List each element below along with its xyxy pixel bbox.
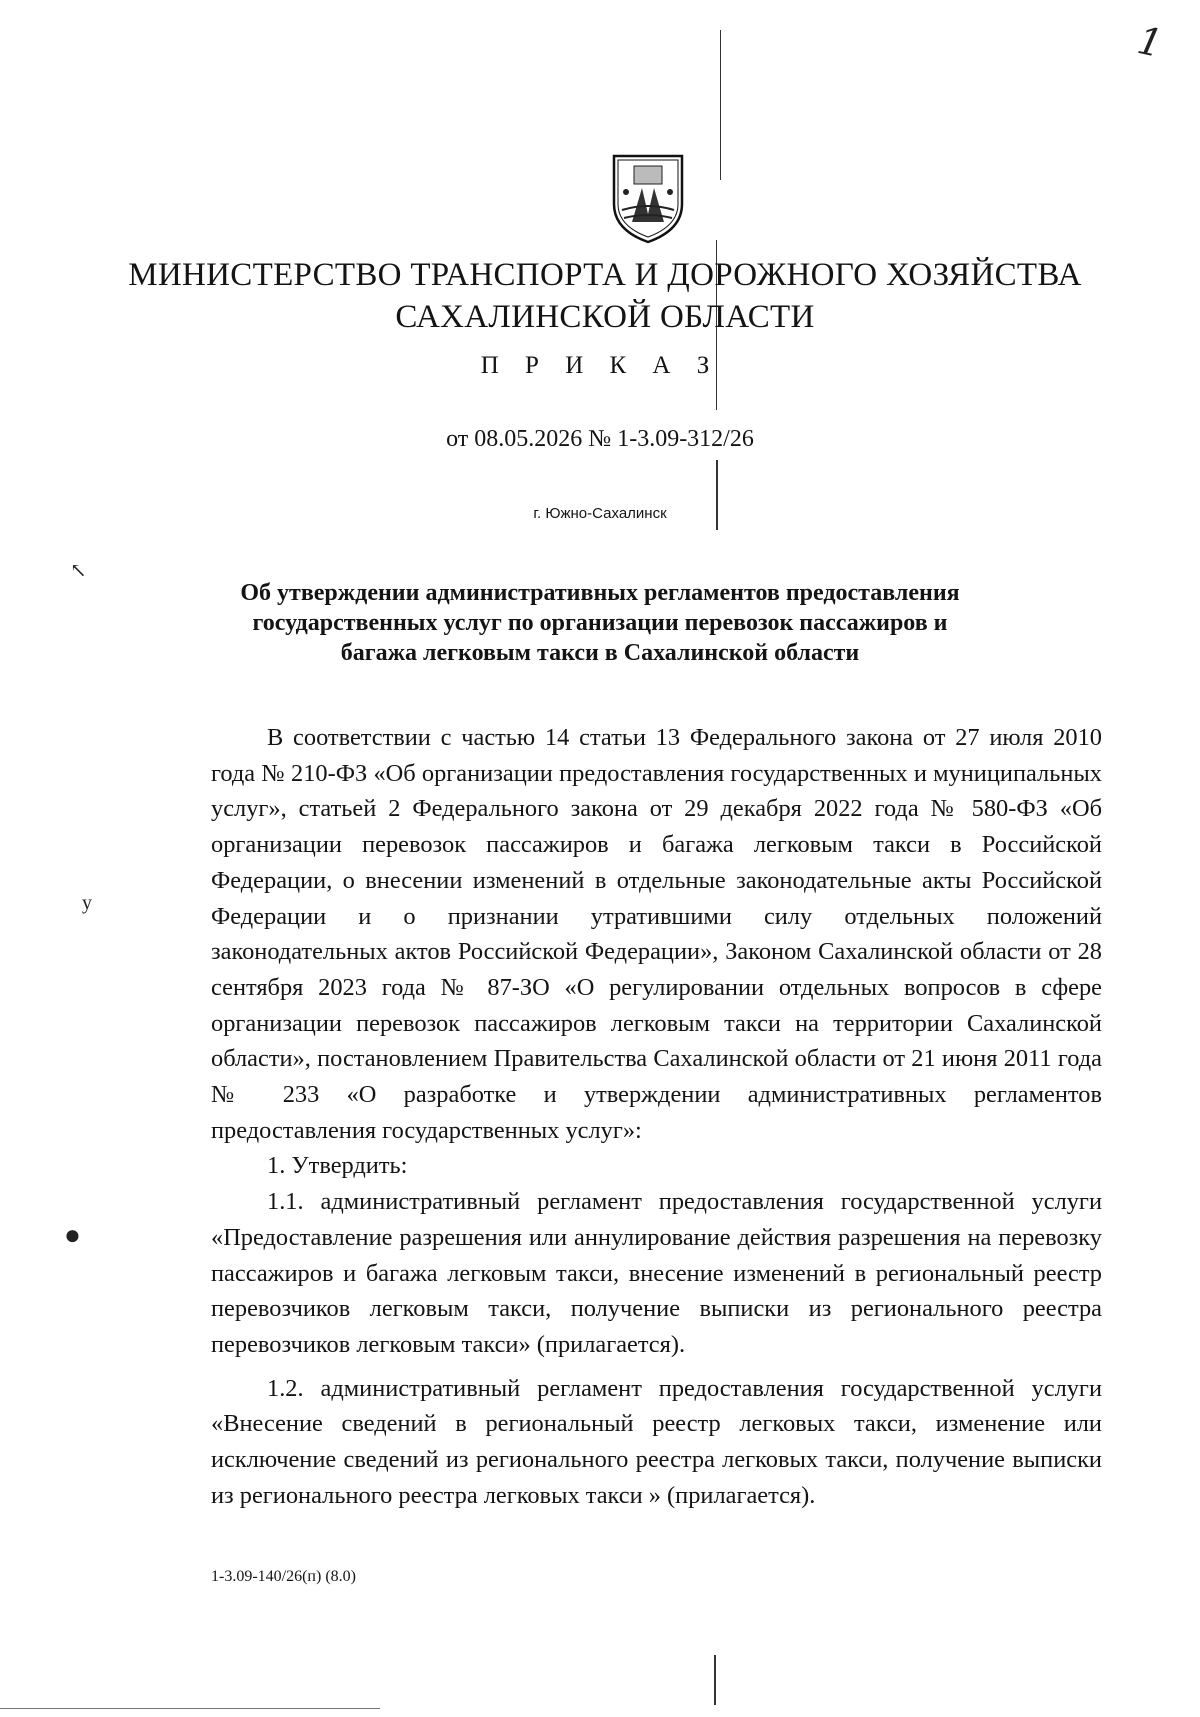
document-title xyxy=(180,578,1020,668)
preamble-paragraph: В соответствии с частью 14 статьи 13 Федерального закона от 27 июля 2010 года № 210-ФЗ «Об организации предоставления государственных и муниципальных услуг», статьей 2 Федерального закона от 29 декабря 2022 года № 580-ФЗ «Об организации перевозок пассажиров и багажа легковым такси в Российской Федерации, о внесении изменений в отдельные законодательные акты Российской Федерации и о признании утратившими силу отдельных положений законодательных актов Российской Федерации», Законом Сахалинской области от 28 сентября 2023 года № 87-ЗО «О регулировании отдельных вопросов в сфере организации перевозок пассажиров легковым такси на территории Сахалинской области», постановлением Правительства Сахалинской области от 21 июня 2011 года № 233 «О разработке и утверждении административных регламентов предоставления государственных услуг»: xyxy=(211,724,1102,1144)
scan-artifact-line xyxy=(716,460,718,530)
scan-artifact-mark: у xyxy=(82,892,92,914)
city-name: г. Южно-Сахалинск xyxy=(533,505,667,522)
document-title-line: багажа легковым такси в Сахалинской области xyxy=(340,640,860,666)
ministry-name-line: САХАЛИНСКОЙ ОБЛАСТИ xyxy=(395,299,815,335)
scan-artifact-line xyxy=(714,1655,716,1705)
list-item-1-1: 1.1. административный регламент предоставления государственной услуги «Предоставление разрешения или аннулирование действия разрешения на перевозку пассажиров и багажа легковым такси, внесение изменений в региональный реестр перевозчиков легковым такси, получение выписки из регионального реестра перевозчиков легковым такси» (прилагается). xyxy=(211,1188,1102,1358)
document-type-heading: П Р И К А З xyxy=(480,352,720,379)
handwritten-page-number: 1 xyxy=(1133,17,1167,67)
sakhalin-coat-of-arms-emblem xyxy=(608,152,688,244)
scan-artifact-line xyxy=(720,30,721,180)
document-title-line: Об утверждении административных регламентов предоставления xyxy=(240,580,960,606)
list-item-1-2: 1.2. административный регламент предоставления государственной услуги «Внесение сведений в региональный реестр легковых такси, изменение или исключение сведений из регионального реестра легковых такси, получение выписки из регионального реестра легковых такси » (прилагается). xyxy=(211,1374,1102,1509)
order-date-number: от 08.05.2026 № 1-3.09-312/26 xyxy=(446,426,754,452)
list-item-approve: 1. Утвердить: xyxy=(267,1152,408,1180)
scan-artifact-mark: ● xyxy=(64,1220,81,1251)
scan-artifact-line xyxy=(0,1708,380,1709)
scan-artifact-mark: ↖ xyxy=(70,560,87,582)
document-body xyxy=(211,720,1102,1513)
ministry-name-line: МИНИСТЕРСТВО ТРАНСПОРТА И ДОРОЖНОГО ХОЗЯЙСТВА xyxy=(128,257,1082,293)
ministry-name xyxy=(120,254,1090,338)
document-code: 1-3.09-140/26(п) (8.0) xyxy=(211,1568,356,1585)
document-title-line: государственных услуг по организации перевозок пассажиров и xyxy=(252,610,948,636)
